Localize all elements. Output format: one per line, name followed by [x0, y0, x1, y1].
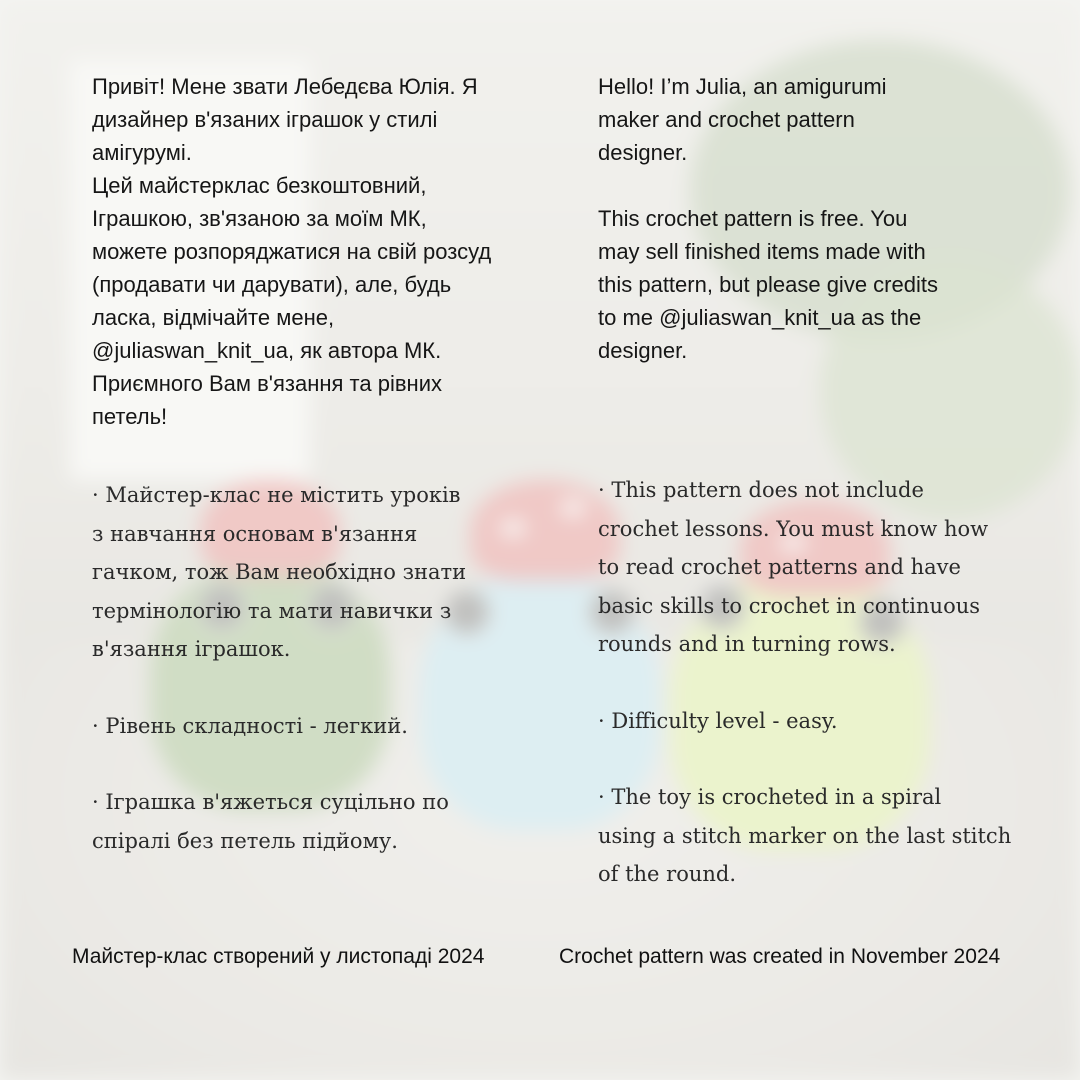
ukrainian-column	[92, 70, 562, 433]
english-column	[598, 70, 1038, 367]
ukrainian-bullet-spiral: · Іграшка в'яжеться суцільно по спіралі без петель підйому.	[92, 790, 449, 853]
english-intro-license: This crochet pattern is free. You may sell finished items made with this pattern, but please give credits to me @juliaswan_knit_ua as the designer.	[598, 206, 938, 363]
ukrainian-bullet-lessons: · Майстер-клас не містить уроків з навчання основам в'язання гачком, тож Вам необхідно знати термінологію та мати навички з в'язання іграшок.	[92, 483, 467, 661]
english-bullet-difficulty: · Difficulty level - easy.	[598, 708, 838, 733]
ukrainian-intro: Привіт! Мене звати Лебедєва Юлія. Я дизайнер в'язаних іграшок у стилі амігурумі. Цей майстерклас безкоштовний, Іграшкою, зв'язаною за моїм МК, можете розпоряджатися на свій розсуд (продавати чи дарувати), але, будь ласка, відмічайте мене, @juliaswan_knit_ua, як автора МК. Приємного Вам в'язання та рівних петель!	[92, 74, 492, 429]
ukrainian-footer-date: Майстер-клас створений у листопаді 2024	[72, 945, 485, 968]
english-bullet-spiral: · The toy is crocheted in a spiral using a stitch marker on the last stitch of the round.	[598, 785, 1012, 886]
english-bullet-lessons: · This pattern does not include crochet lessons. You must know how to read crochet patterns and have basic skills to crochet in continuous rounds and in turning rows.	[598, 478, 989, 656]
english-footer-date: Crochet pattern was created in November 2024	[559, 945, 1001, 968]
ukrainian-notes	[92, 476, 572, 860]
english-notes	[598, 471, 1058, 894]
english-intro-greeting: Hello! I’m Julia, an amigurumi maker and crochet pattern designer.	[598, 74, 887, 165]
ukrainian-bullet-difficulty: · Рівень складності - легкий.	[92, 713, 408, 738]
